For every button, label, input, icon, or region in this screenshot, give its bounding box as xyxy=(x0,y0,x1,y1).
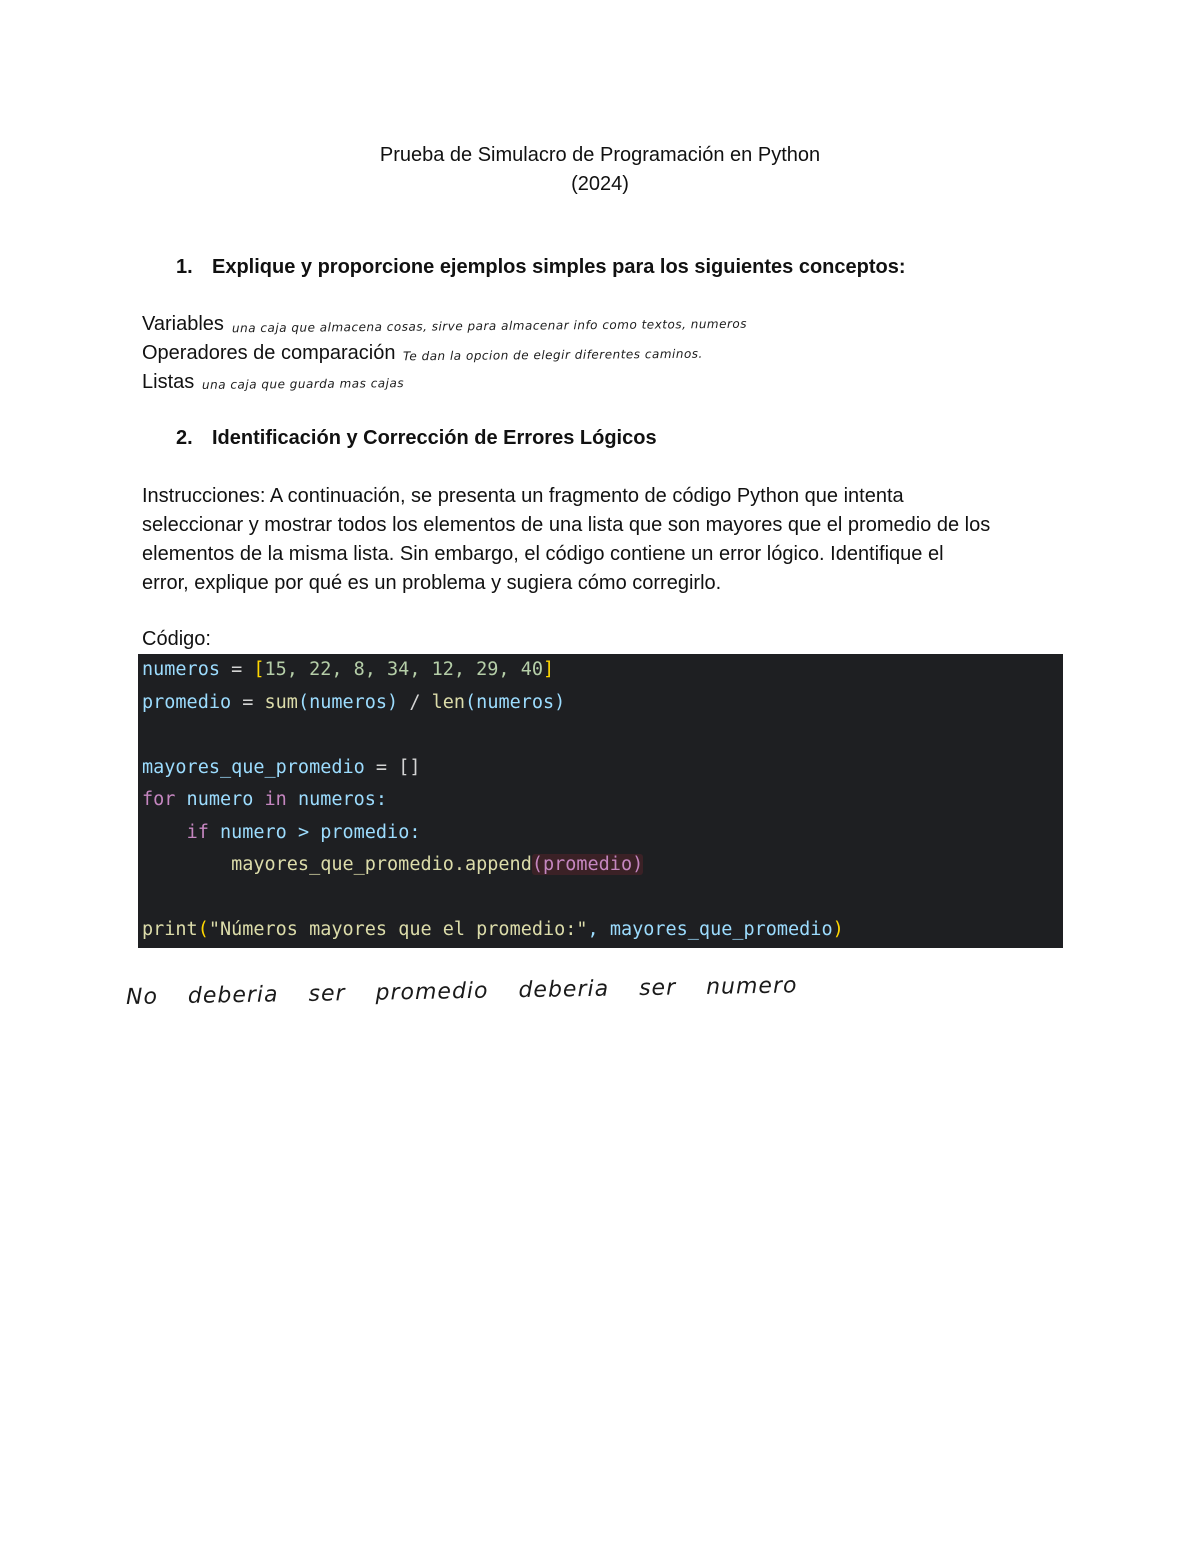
section-2-title: Identificación y Corrección de Errores Lógicos xyxy=(212,427,657,449)
code-line-7 xyxy=(142,849,1063,882)
code-line-4 xyxy=(142,752,1063,785)
code-block xyxy=(138,654,1063,948)
code-indent xyxy=(142,822,187,843)
code-line-9 xyxy=(142,914,1063,947)
concept-label: Variables xyxy=(142,313,224,335)
code-token: = xyxy=(231,691,265,713)
code-line-5 xyxy=(142,784,1063,817)
code-line-8 xyxy=(142,882,1063,915)
document-title: Prueba de Simulacro de Programación en Python xyxy=(379,144,821,166)
code-token: numeros xyxy=(142,659,220,680)
code-token: (numeros) xyxy=(297,691,399,713)
code-token: sum xyxy=(264,691,298,713)
code-token: print xyxy=(142,919,198,940)
instructions-line: elementos de la misma lista. Sin embargo, el código contiene un error lógico. Identifique el xyxy=(142,543,944,565)
code-token: = xyxy=(364,756,399,778)
code-token: = xyxy=(219,659,254,680)
concept-label: Operadores de comparación xyxy=(142,342,396,364)
code-label: Código: xyxy=(142,628,211,650)
handwritten-answer: una caja que guarda mas cajas xyxy=(202,376,405,392)
instructions-line: seleccionar y mostrar todos los elementos de una lista que son mayores que el promedio de los xyxy=(142,514,991,536)
code-line-3 xyxy=(142,719,1063,752)
code-token: "Números mayores que el promedio:" xyxy=(208,919,588,940)
section-2-number: 2. xyxy=(176,427,193,449)
code-line-6 xyxy=(142,817,1063,850)
code-token: , mayores_que_promedio xyxy=(587,919,833,940)
code-token: in xyxy=(264,789,287,810)
concept-lists xyxy=(142,371,404,394)
instructions-line: error, explique por qué es un problema y sugiera cómo corregirlo. xyxy=(142,572,722,594)
error-highlight: (promedio) xyxy=(531,854,644,875)
code-token: len xyxy=(431,691,466,713)
code-token: for xyxy=(142,789,176,810)
concept-comparison-operators xyxy=(142,342,703,365)
code-token: mayores_que_promedio.append xyxy=(231,854,532,875)
concept-variables xyxy=(142,313,747,336)
code-token: / xyxy=(398,691,432,713)
handwritten-answer: una caja que almacena cosas, sirve para almacenar info como textos, numeros xyxy=(231,316,747,336)
section-1-heading xyxy=(176,256,906,279)
code-token: numero xyxy=(175,789,265,810)
section-1-title: Explique y proporcione ejemplos simples para los siguientes conceptos: xyxy=(212,256,906,278)
document-year: (2024) xyxy=(571,173,629,195)
code-token: 15, 22, 8, 34, 12, 29, 40 xyxy=(264,659,543,680)
code-token: ] xyxy=(542,659,555,680)
code-token: ( xyxy=(197,919,209,940)
code-line-1 xyxy=(142,654,1063,687)
code-token: numero > promedio: xyxy=(208,821,421,843)
code-line-2 xyxy=(142,687,1063,720)
code-token: mayores_que_promedio xyxy=(142,756,365,778)
section-2-heading xyxy=(176,427,657,450)
code-token: promedio xyxy=(142,691,232,713)
code-indent xyxy=(142,854,231,875)
section-1-number: 1. xyxy=(176,256,193,278)
code-token: numeros: xyxy=(286,789,388,810)
handwritten-correction: No deberia ser promedio deberia ser numero xyxy=(125,973,798,1010)
code-token: if xyxy=(186,821,209,843)
code-token: (numeros) xyxy=(465,691,566,713)
code-token: [ xyxy=(253,659,265,680)
concept-label: Listas xyxy=(142,371,195,393)
code-token: [] xyxy=(398,756,421,778)
document-header xyxy=(0,141,1200,199)
instructions-paragraph xyxy=(142,482,1072,598)
instructions-line: Instrucciones: A continuación, se presenta un fragmento de código Python que intenta xyxy=(142,485,904,507)
handwritten-answer: Te dan la opcion de elegir diferentes caminos. xyxy=(403,346,704,364)
code-token: ) xyxy=(832,919,844,940)
